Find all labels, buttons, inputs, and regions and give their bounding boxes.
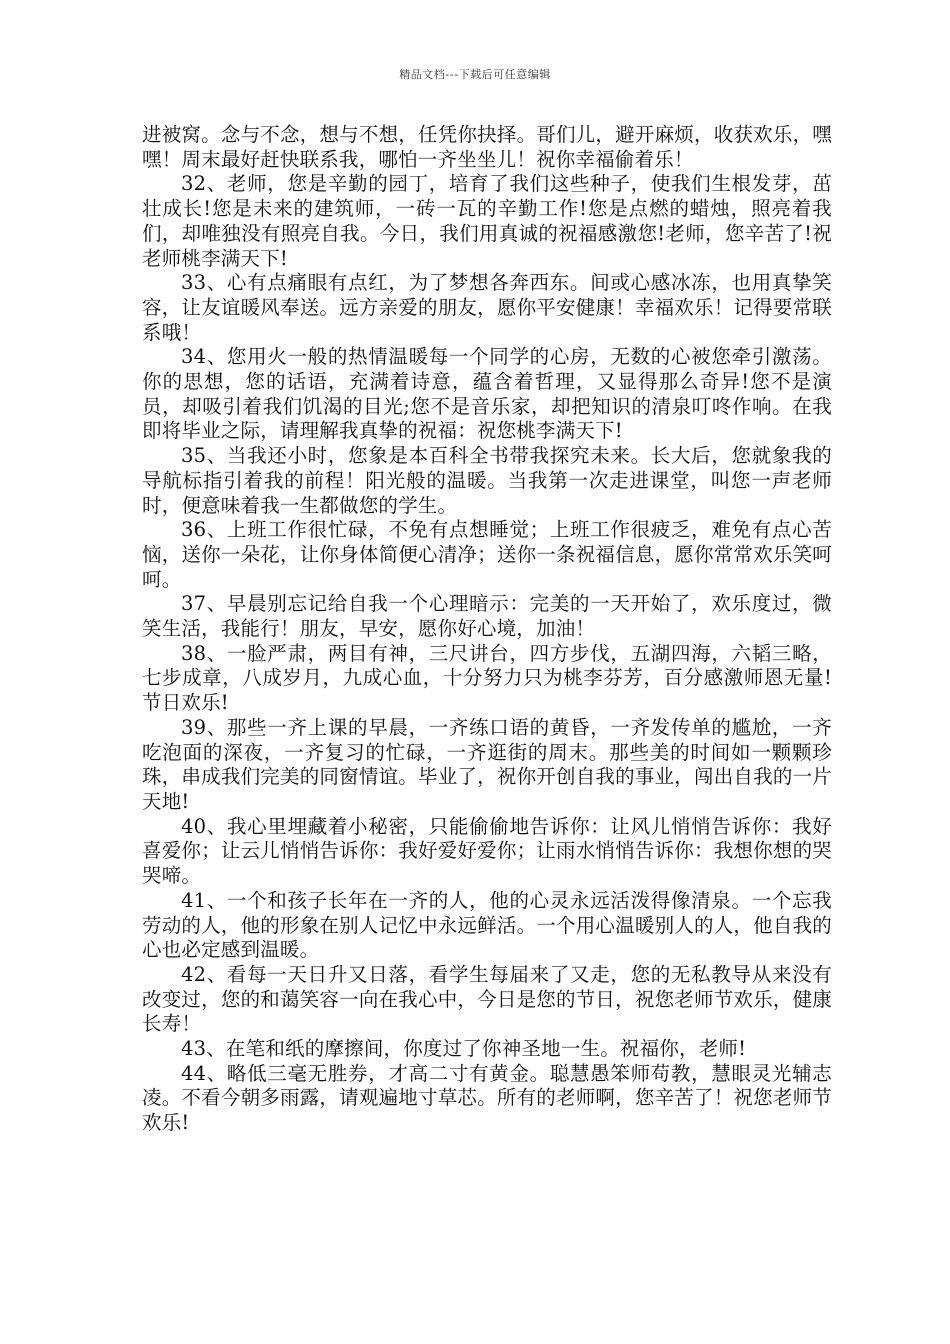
paragraph-41: 41、一个和孩子长年在一齐的人，他的心灵永远活泼得像清泉。一个忘我劳动的人，他的形象在别人记忆中永远鲜活。一个用心温暖别人的人，他自我的心也必定感到温暖。 — [142, 888, 832, 962]
paragraph-35: 35、当我还小时，您象是本百科全书带我探究未来。长大后，您就象我的导航标指引着我的前程！阳光般的温暖。当我第一次走进课堂，叫您一声老师时，便意味着我一生都做您的学生。 — [142, 444, 832, 517]
paragraph-32: 32、老师，您是辛勤的园丁，培育了我们这些种子，使我们生根发芽，茁壮成长!您是未来的建筑师，一砖一瓦的辛勤工作!您是点燃的蜡烛，照亮着我们，却唯独没有照亮自我。今日，我们用真诚的祝福感激您!老师，您辛苦了!祝老师桃李满天下! — [142, 172, 832, 270]
paragraph-36: 36、上班工作很忙碌，不免有点想睡觉；上班工作很疲乏，难免有点心苦恼，送你一朵花，让你身体简便心清净；送你一条祝福信息，愿你常常欢乐笑呵呵。 — [142, 518, 832, 591]
paragraph-33: 33、心有点痛眼有点红，为了梦想各奔西东。间或心感冰冻，也用真挚笑容，让友谊暖风奉送。远方亲爱的朋友，愿你平安健康！幸福欢乐！记得要常联系哦！ — [142, 271, 832, 344]
paragraph-44: 44、略低三毫无胜券，才高二寸有黄金。聪慧愚笨师苟教，慧眼灵光辅志凌。不看今朝多雨露，请观遍地寸草芯。所有的老师啊，您辛苦了！祝您老师节欢乐! — [142, 1061, 832, 1135]
page-header: 精品文档---下载后可任意编辑 — [399, 68, 551, 81]
paragraph-40: 40、我心里埋藏着小秘密，只能偷偷地告诉你：让风儿悄悄告诉你：我好喜爱你；让云儿悄悄告诉你：我好爱好爱你；让雨水悄悄告诉你：我想你想的哭哭啼。 — [142, 814, 832, 888]
paragraph-38: 38、一脸严肃，两目有神，三尺讲台，四方步伐，五湖四海，六韬三略，七步成章，八成岁月，九成心血，十分努力只为桃李芬芳，百分感激师恩无量!节日欢乐! — [142, 641, 832, 715]
paragraph-42: 42、看每一天日升又日落，看学生每届来了又走，您的无私教导从来没有改变过，您的和蔼笑容一向在我心中，今日是您的节日，祝您老师节欢乐，健康长寿！ — [142, 962, 832, 1036]
paragraph-34: 34、您用火一般的热情温暖每一个同学的心房，无数的心被您牵引激荡。你的思想，您的话语，充满着诗意，蕴含着哲理，又显得那么奇异!您不是演员，却吸引着我们饥渴的目光;您不是音乐家，却把知识的清泉叮咚作响。在我即将毕业之际，请理解我真挚的祝福：祝您桃李满天下! — [142, 345, 832, 443]
paragraph-continued: 进被窝。念与不念，想与不想，任凭你抉择。哥们儿，避开麻烦，收获欢乐，嘿嘿！周末最好赶快联系我，哪怕一齐坐坐儿！祝你幸福偷着乐！ — [142, 123, 832, 171]
document-body — [142, 123, 832, 1136]
paragraph-43: 43、在笔和纸的摩擦间，你度过了你神圣地一生。祝福你，老师! — [181, 1037, 747, 1061]
paragraph-37: 37、早晨别忘记给自我一个心理暗示：完美的一天开始了，欢乐度过，微笑生活，我能行！朋友，早安，愿你好心境，加油！ — [142, 592, 832, 641]
paragraph-39: 39、那些一齐上课的早晨，一齐练口语的黄昏，一齐发传单的尴尬，一齐吃泡面的深夜，一齐复习的忙碌，一齐逛街的周末。那些美的时间如一颗颗珍珠，串成我们完美的同窗情谊。毕业了，祝你开创自我的事业，闯出自我的一片天地! — [142, 715, 832, 813]
